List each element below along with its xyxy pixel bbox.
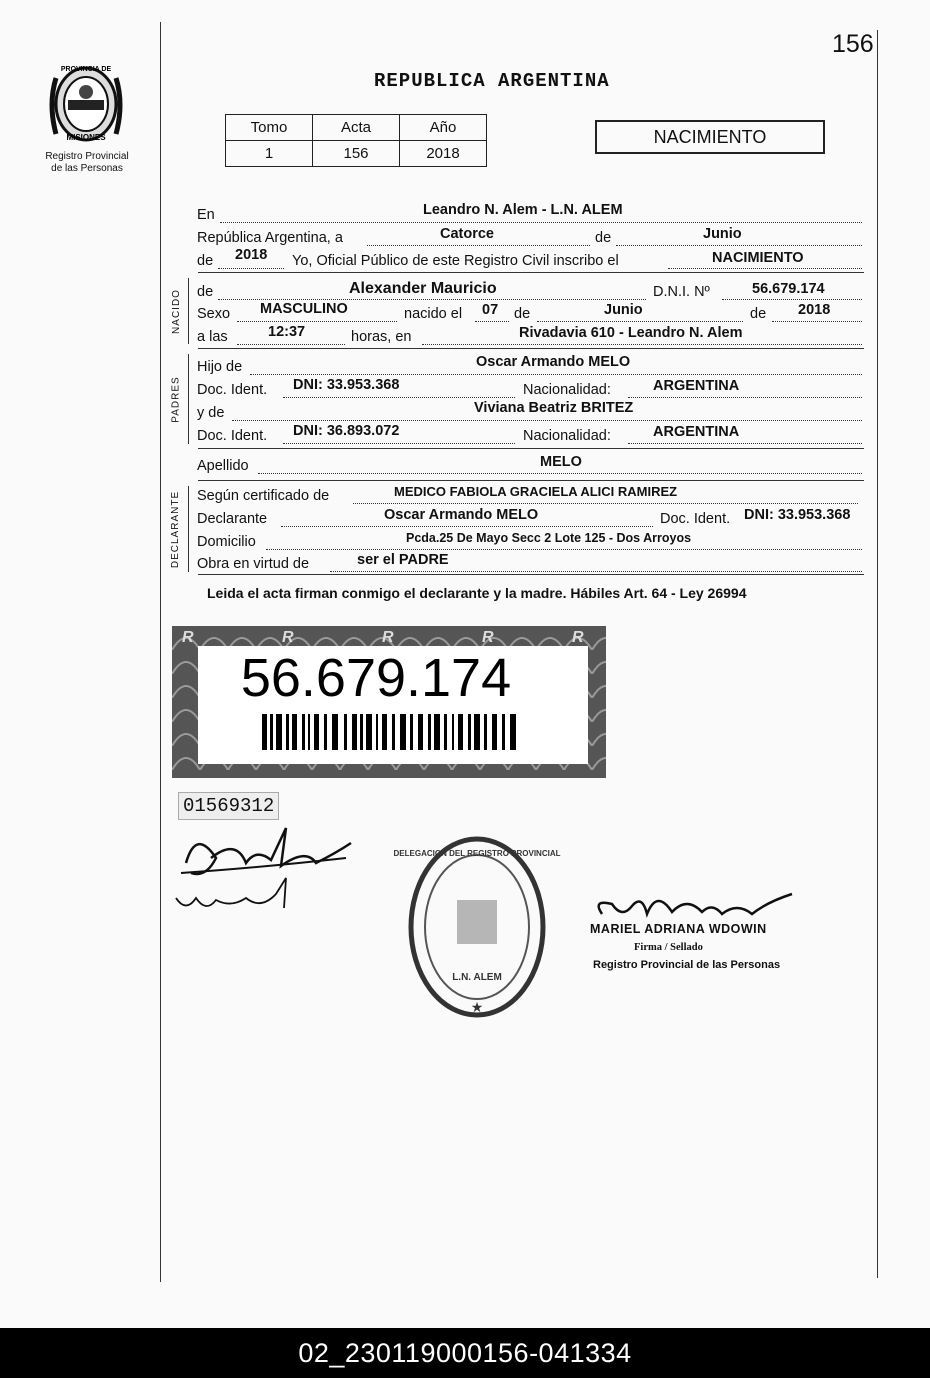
- father-doc-value: DNI: 33.953.368: [293, 377, 400, 393]
- record-type-box: NACIMIENTO: [595, 120, 825, 154]
- sticker-pattern-letter: R: [182, 629, 194, 646]
- dni-label: D.N.I. Nº: [653, 284, 710, 300]
- apellido-label: Apellido: [197, 458, 249, 474]
- signatory-name: MARIEL ADRIANA WDOWIN: [590, 922, 767, 936]
- value-ano: 2018: [400, 141, 487, 167]
- place-value: Leandro N. Alem - L.N. ALEM: [423, 202, 623, 218]
- child-name-value: Alexander Mauricio: [349, 280, 497, 297]
- doc-ident-label: Doc. Ident.: [197, 428, 268, 444]
- seal-star-icon: ★: [470, 999, 484, 1015]
- seal-text-delegacion: DELEGACION DEL REGISTRO PROVINCIAL: [393, 849, 561, 858]
- serial-number: 01569312: [178, 792, 279, 820]
- birth-day-value: 07: [482, 302, 499, 318]
- apellido-value: MELO: [540, 454, 582, 470]
- mother-name-value: Viviana Beatriz BRITEZ: [474, 400, 634, 416]
- hijo-label: Hijo de: [197, 359, 243, 375]
- declarante-doc-value: DNI: 33.953.368: [744, 507, 851, 523]
- birth-year-value: 2018: [798, 302, 831, 318]
- footer-code: 02_230119000156-041334: [0, 1328, 930, 1378]
- en-label: En: [197, 207, 215, 223]
- sticker-pattern-letter: R: [282, 629, 294, 646]
- section-bar: [188, 354, 189, 444]
- sexo-label: Sexo: [197, 306, 231, 322]
- section-divider: [198, 448, 864, 449]
- event-value: NACIMIENTO: [712, 250, 804, 266]
- birth-month-value: Junio: [604, 302, 643, 318]
- sticker-pattern-letter: R: [382, 629, 394, 646]
- horas-label: horas, en: [351, 329, 412, 345]
- obra-label: Obra en virtud de: [197, 556, 310, 572]
- child-dni-value: 56.679.174: [752, 281, 825, 297]
- sticker-pattern-letter: R: [572, 629, 584, 646]
- sticker-pattern-letter: R: [482, 629, 494, 646]
- sexo-value: MASCULINO: [260, 301, 348, 317]
- year-value: 2018: [235, 247, 268, 263]
- doc-ident-label: Doc. Ident.: [660, 511, 731, 527]
- domicilio-label: Domicilio: [197, 534, 256, 550]
- yde-label: y de: [197, 405, 225, 421]
- section-label-declarante: DECLARANTE: [170, 490, 182, 568]
- declarant-signature: [176, 818, 356, 918]
- de-label: de: [595, 230, 612, 246]
- republica-label: República Argentina, a: [197, 230, 343, 246]
- section-label-nacido: NACIDO: [170, 288, 182, 334]
- alas-label: a las: [197, 329, 228, 345]
- right-margin-line: [877, 30, 878, 1278]
- registry-table: [225, 114, 487, 167]
- section-divider: [198, 272, 864, 273]
- section-label-padres: PADRES: [170, 375, 182, 423]
- registry-line2: de las Personas: [51, 163, 123, 174]
- de-label: de: [750, 306, 767, 322]
- father-name-value: Oscar Armando MELO: [476, 354, 631, 370]
- section-bar: [188, 486, 189, 572]
- dni-sticker: [172, 626, 606, 778]
- official-seal: [393, 830, 561, 1025]
- sticker-number: 56.679.174: [240, 648, 512, 708]
- doc-ident-label: Doc. Ident.: [197, 382, 268, 398]
- day-value: Catorce: [440, 226, 494, 242]
- value-acta: 156: [313, 141, 400, 167]
- section-divider: [198, 480, 864, 481]
- left-margin-line: [160, 22, 161, 1282]
- logo-text-bottom: MISIONES: [66, 133, 106, 142]
- section-bar: [188, 278, 189, 344]
- birth-place-value: Rivadavia 610 - Leandro N. Alem: [519, 325, 743, 341]
- closing-note: Leida el acta firman conmigo el declarante y la madre. Hábiles Art. 64 - Ley 26994: [207, 585, 747, 601]
- seal-text-location: L.N. ALEM: [452, 972, 502, 983]
- time-value: 12:37: [268, 324, 306, 340]
- declarante-value: Oscar Armando MELO: [384, 507, 539, 523]
- document-title: REPUBLICA ARGENTINA: [374, 70, 610, 92]
- header-acta: Acta: [313, 115, 400, 141]
- nacido-el-label: nacido el: [404, 306, 463, 322]
- father-nationality-value: ARGENTINA: [653, 378, 740, 394]
- de-label: de: [514, 306, 531, 322]
- cert-label: Según certificado de: [197, 488, 330, 504]
- section-divider: [198, 348, 864, 349]
- value-tomo: 1: [226, 141, 313, 167]
- header-tomo: Tomo: [226, 115, 313, 141]
- nacionalidad-label: Nacionalidad:: [523, 428, 611, 444]
- nacido-de-label: de: [197, 284, 214, 300]
- section-divider: [198, 574, 864, 575]
- page-number: 156: [832, 30, 874, 58]
- month-value: Junio: [703, 226, 742, 242]
- signatory-role: Firma / Sellado: [634, 942, 703, 953]
- nacionalidad-label: Nacionalidad:: [523, 382, 611, 398]
- province-crest-logo: [44, 58, 128, 148]
- mother-nationality-value: ARGENTINA: [653, 424, 740, 440]
- registry-name: [30, 151, 144, 175]
- mother-doc-value: DNI: 36.893.072: [293, 423, 400, 439]
- official-text: Yo, Oficial Público de este Registro Civil inscribo el: [292, 253, 619, 269]
- obra-value: ser el PADRE: [357, 552, 449, 568]
- header-ano: Año: [400, 115, 487, 141]
- declarante-label: Declarante: [197, 511, 268, 527]
- registry-line1: Registro Provincial: [45, 151, 129, 162]
- de2-label: de: [197, 253, 214, 269]
- signatory-org: Registro Provincial de las Personas: [593, 959, 781, 971]
- cert-value: MEDICO FABIOLA GRACIELA ALICI RAMIREZ: [394, 484, 678, 499]
- logo-text-top: PROVINCIA DE: [60, 66, 112, 73]
- domicilio-value: Pcda.25 De Mayo Secc 2 Lote 125 - Dos Arroyos: [406, 531, 692, 545]
